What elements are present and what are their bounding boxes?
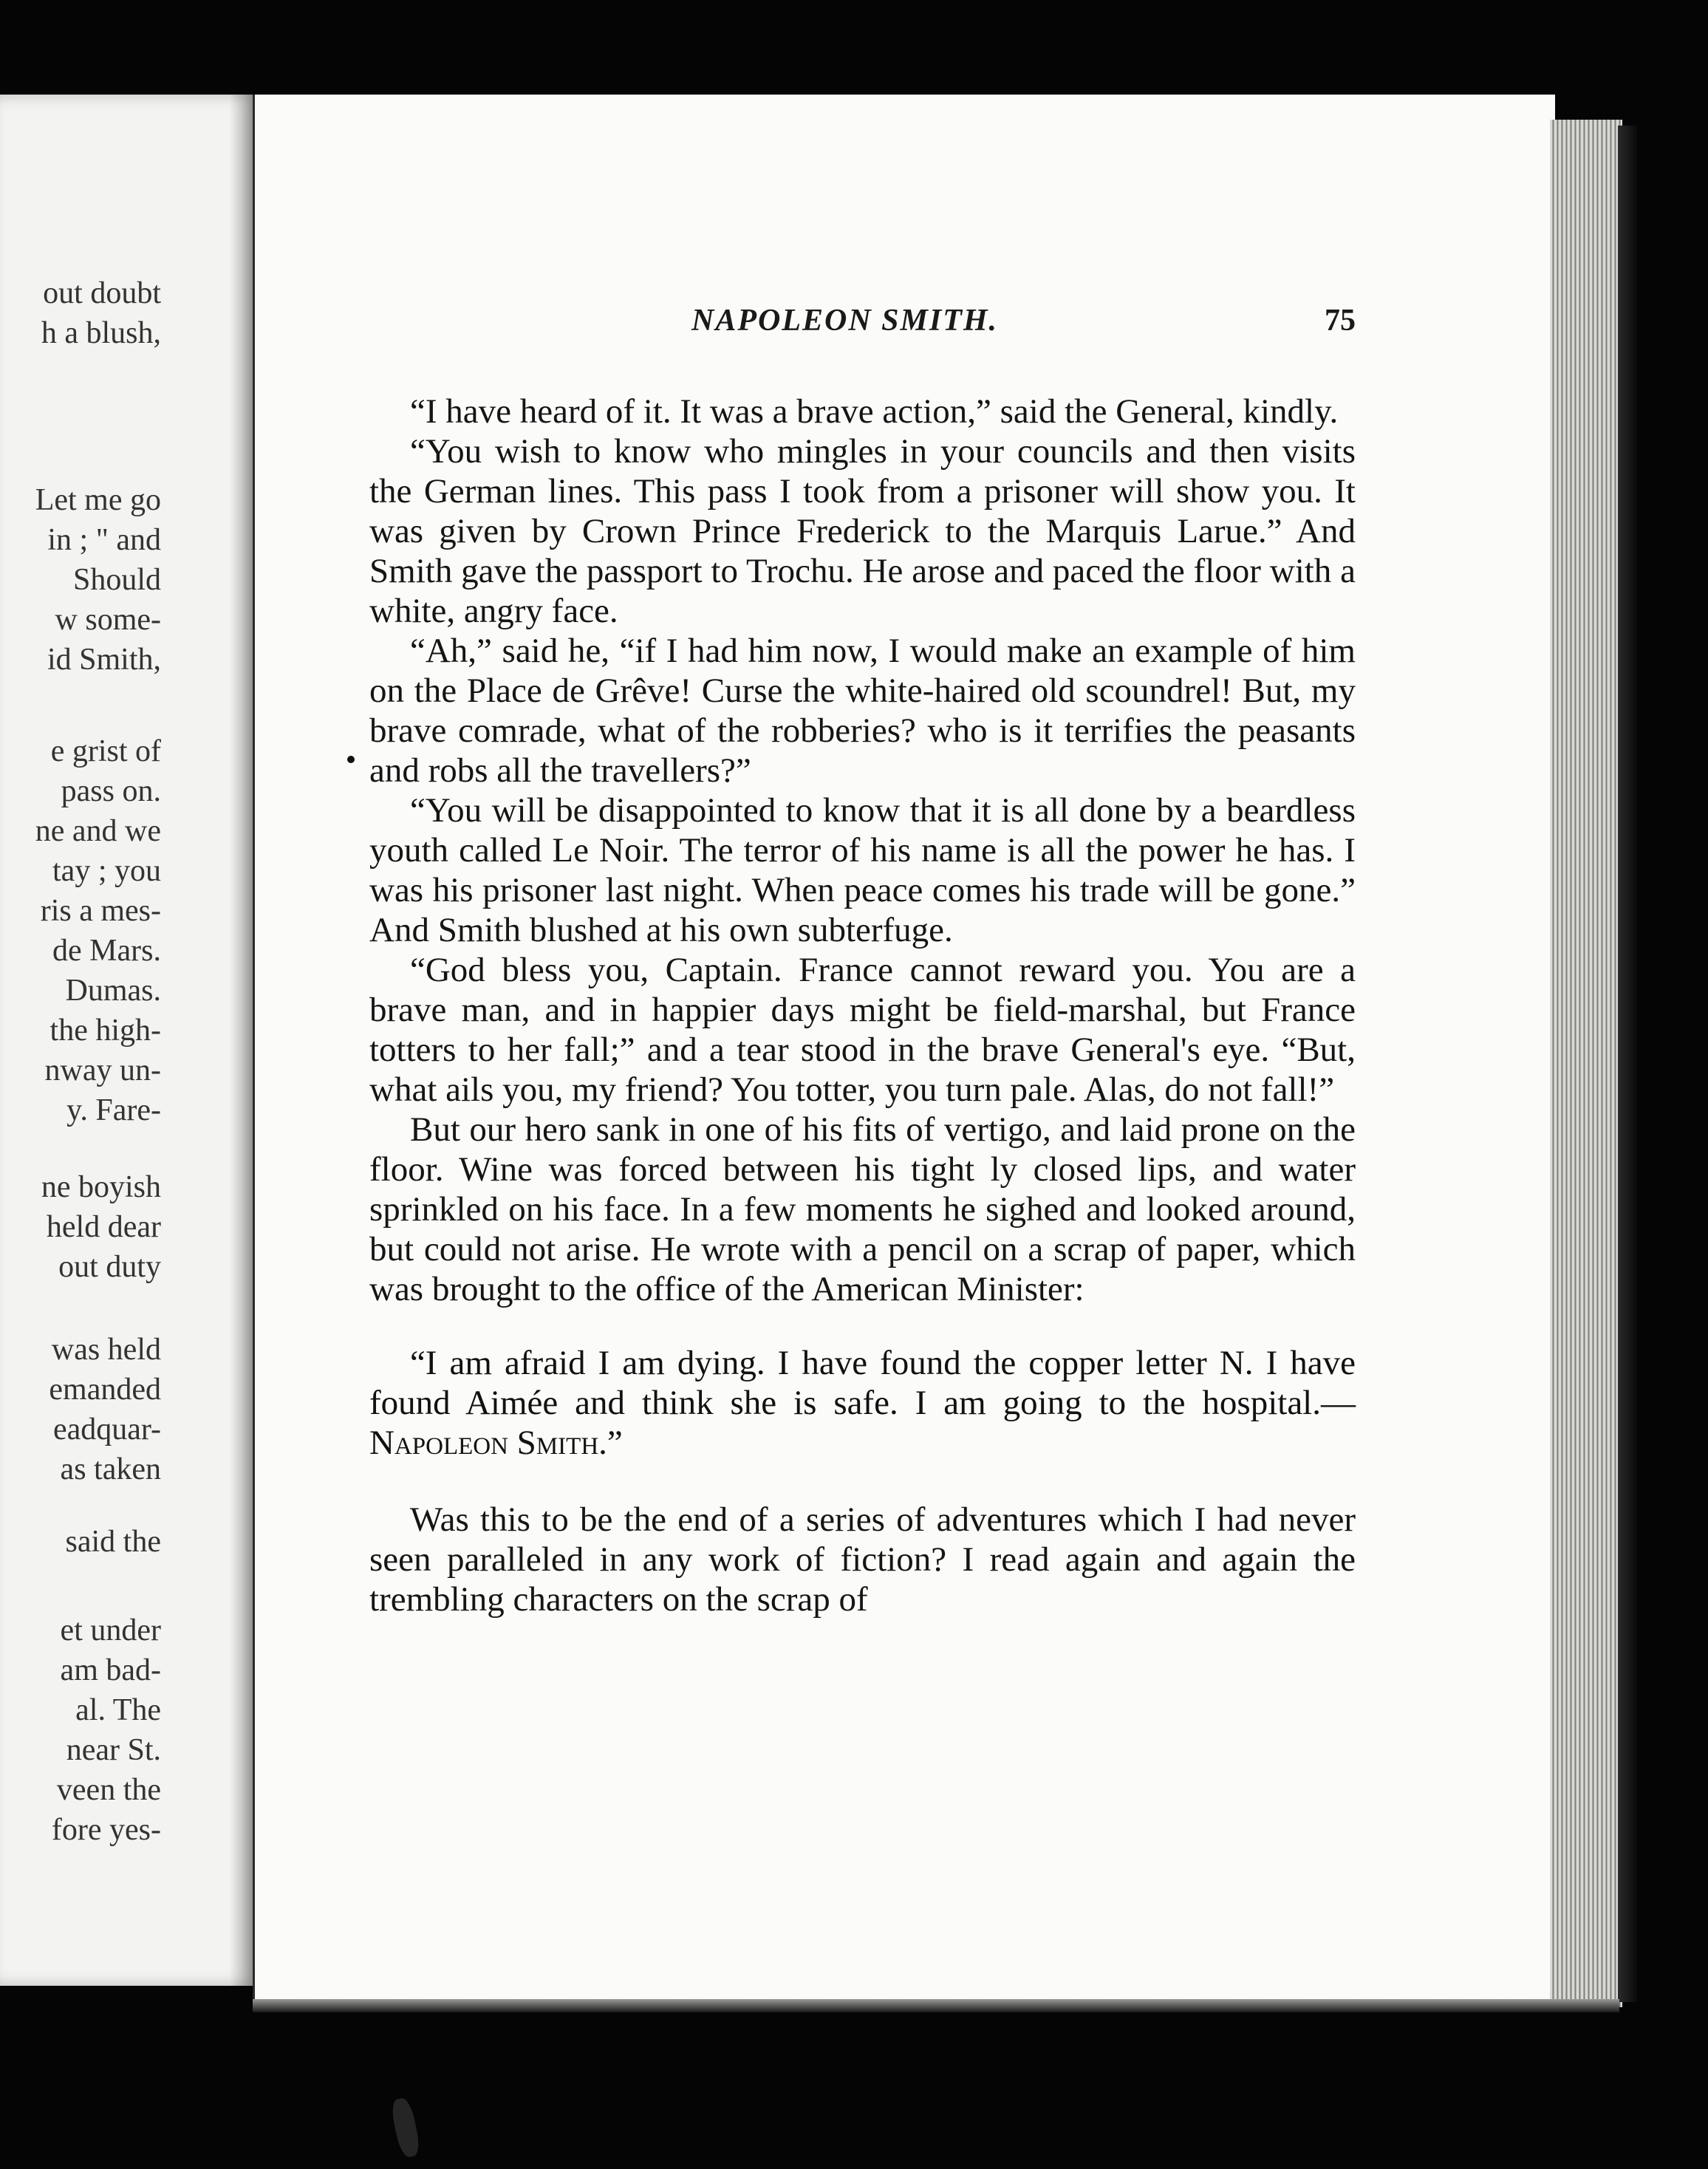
paragraph: “I have heard of it. It was a brave action,” said the General, kindly. xyxy=(410,392,1339,431)
previous-page-line: Let me go xyxy=(35,483,161,517)
previous-page-line-group xyxy=(0,1167,259,1287)
previous-page-line-group xyxy=(0,1330,259,1489)
previous-page-line: Dumas. xyxy=(65,974,161,1008)
previous-page-line: nway un- xyxy=(44,1053,161,1087)
previous-page-line: tay ; you xyxy=(52,854,161,888)
margin-mark xyxy=(347,756,355,763)
book-cover-edge xyxy=(1618,126,1637,2002)
page-text-block xyxy=(369,303,1356,1619)
previous-page-fragment xyxy=(0,95,259,1986)
paragraph: “Ah,” said he, “if I had him now, I would make an example of him on the Place de Grêve! Curse the white-haired old scoundrel! But, my brave comrade, what of the robberies? who is it terrifies the peasants and robs all the travellers?” xyxy=(369,632,1356,790)
letter-text: “I am afraid I am dying. I have found the copper letter N. I have found Aimée and think she is safe. I am going to the hospital.— xyxy=(369,1344,1356,1422)
paragraph: “You will be disappointed to know that it is all done by a beardless youth called Le Noir. The terror of his name is all the power he has. I was his prisoner last night. When peace comes his trade will be gone.” And Smith blushed at his own subterfuge. xyxy=(369,791,1356,949)
previous-page-line: id Smith, xyxy=(47,643,161,677)
previous-page-line-group xyxy=(0,273,259,353)
previous-page-line: am bad- xyxy=(60,1653,161,1687)
previous-page-line: h a blush, xyxy=(41,316,161,350)
previous-page-line: pass on. xyxy=(61,774,161,808)
previous-page-line: e grist of xyxy=(50,734,161,768)
page-edges xyxy=(1550,120,1622,2007)
previous-page-line: out doubt xyxy=(43,276,161,310)
previous-page-line: held dear xyxy=(46,1210,161,1244)
previous-page-line: veen the xyxy=(56,1773,161,1807)
previous-page-line: near St. xyxy=(66,1733,161,1767)
previous-page-line: was held xyxy=(51,1333,161,1367)
previous-page-line-group xyxy=(0,731,259,1130)
paragraph: But our hero sank in one of his fits of vertigo, and laid prone on the floor. Wine was forced between his tight ly closed lips, and water sprinkled on his face. In a few moments he sighed and looked around, but could not arise. He wrote with a pencil on a scrap of paper, which was brought to the office of the American Minister: xyxy=(369,1110,1356,1308)
letter-closing-quote: ” xyxy=(607,1424,623,1462)
previous-page-line: ne boyish xyxy=(41,1170,161,1204)
previous-page-line: al. The xyxy=(75,1693,161,1727)
page-bottom-shadow xyxy=(253,1999,1619,2012)
thumb-smudge xyxy=(389,2097,422,2159)
quoted-letter xyxy=(369,1343,1356,1463)
previous-page-line-group xyxy=(0,1522,259,1562)
paragraph: “You wish to know who mingles in your councils and then visits the German lines. This pass I took from a prisoner will show you. It was given by Crown Prince Frederick to the Marquis Larue.” And Smith gave the passport to Trochu. He arose and paced the floor with a white, angry face. xyxy=(369,432,1356,630)
previous-page-line: the high- xyxy=(49,1014,161,1048)
previous-page-line: ris a mes- xyxy=(40,894,161,928)
previous-page-line-group xyxy=(0,480,259,680)
previous-page-line: eadquar- xyxy=(52,1413,161,1446)
previous-page-line-group xyxy=(0,1610,259,1850)
paragraph: “God bless you, Captain. France cannot reward you. You are a brave man, and in happier days might be field-marshal, but France totters to her fall;” and a tear stood in the brave General's eye. “But, what ails you, my friend? You totter, you turn pale. Alas, do not fall!” xyxy=(369,951,1356,1109)
running-title: NAPOLEON SMITH. xyxy=(691,304,999,338)
paragraph: Was this to be the end of a series of adventures which I had never seen paralleled in any work of fiction? I read again and again the trembling characters on the scrap of xyxy=(369,1500,1356,1619)
letter-signature: Napoleon Smith. xyxy=(369,1424,607,1462)
previous-page-line: in ; " and xyxy=(47,523,161,557)
previous-page-line: et under xyxy=(60,1613,161,1647)
previous-page-line: Should xyxy=(72,563,161,597)
previous-page-line: w some- xyxy=(55,603,161,637)
previous-page-line: said the xyxy=(65,1525,161,1559)
previous-page-line: out duty xyxy=(58,1250,161,1284)
previous-page-line: emanded xyxy=(49,1373,161,1407)
previous-page-line: ne and we xyxy=(35,814,161,848)
previous-page-line: y. Fare- xyxy=(66,1093,161,1127)
previous-page-line: de Mars. xyxy=(52,934,161,968)
page-number: 75 xyxy=(1325,304,1356,338)
previous-page-line: fore yes- xyxy=(51,1813,161,1847)
previous-page-line: as taken xyxy=(60,1452,161,1486)
running-header xyxy=(369,303,1356,355)
